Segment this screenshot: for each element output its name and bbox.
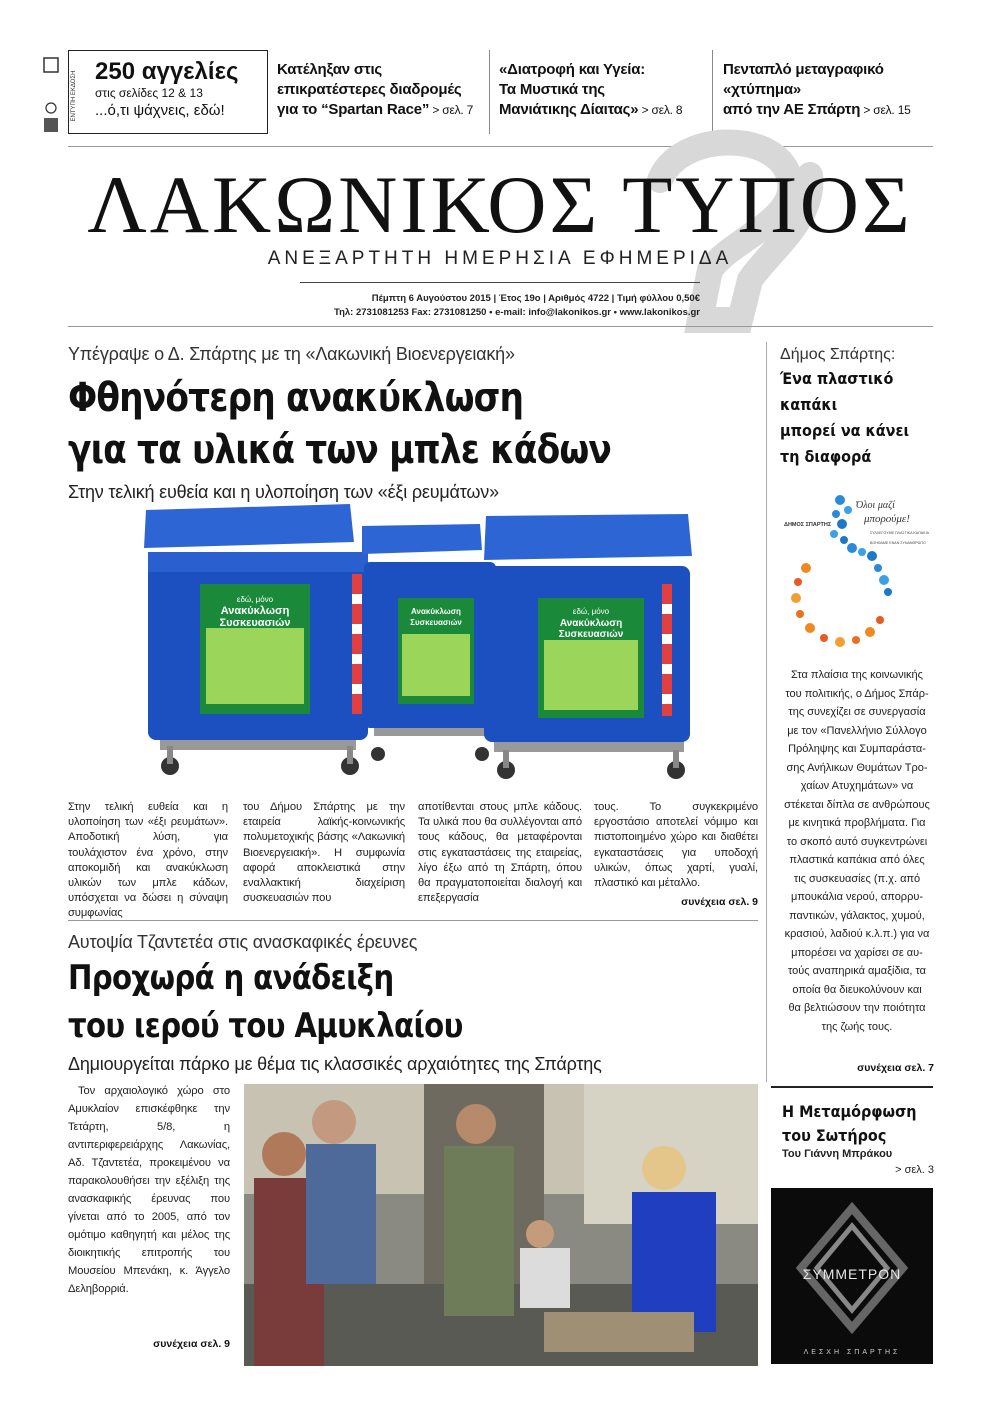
sidebar-divider — [766, 342, 767, 1082]
teaser-line: Πενταπλό μεταγραφικό — [723, 61, 884, 78]
lead-headline-line: για τα υλικά των μπλε κάδων — [68, 427, 611, 473]
teaser-page-ref: > σελ. 8 — [638, 103, 683, 117]
bin-right-icon — [484, 514, 692, 779]
sidebar-body-line: Πρόληψης και Συμπαράστα- — [788, 743, 926, 755]
story-divider — [68, 920, 758, 921]
lead-column-4: τους. Το συγκεκριμένο εργοστάσιο αποτελεί νόμιμο και πιστοποιημένο χώρο και διαθέτει εγκαταστάσεις για υποδοχή υλικών, όπως χαρτί, γυαλί, πλαστικό και μέταλλο. — [594, 801, 758, 890]
issue-info: Πέμπτη 6 Αυγούστου 2015 | Έτος 19ο | Αριθμός 4722 | Τιμή φύλλου 0,50€ — [371, 293, 700, 304]
second-deck: Δημιουργείται πάρκο με θέμα τις κλασσικές αρχαιότητες της Σπάρτης — [68, 1054, 602, 1074]
sidebar-continued-link[interactable]: συνέχεια σελ. 7 — [857, 1062, 934, 1074]
symmetron-diamond-icon — [771, 1188, 933, 1364]
teaser-line: από την ΑΕ Σπάρτη — [723, 101, 861, 118]
sidebar-feature-author: Του Γιάννη Μπράκου — [782, 1148, 893, 1160]
sidebar-body-line: με κινητικά προβλήματα. Για — [788, 817, 926, 829]
sidebar-body-line: παντικών, γάλακτος, χυμού, — [789, 909, 925, 922]
second-headline[interactable] — [68, 954, 463, 1050]
sidebar-body — [778, 666, 936, 1036]
svg-text:Ανακύκλωση: Ανακύκλωση — [559, 618, 623, 629]
teaser-line: «Διατροφή και Υγεία: — [499, 61, 646, 78]
sidebar-body-line: της συνεχίζει σε συνεργασία — [788, 706, 926, 718]
sidebar-body-line: χαίων Ατυχημάτων» να — [800, 780, 914, 792]
svg-text:εδώ, μόνο: εδώ, μόνο — [572, 607, 610, 616]
svg-text:Συσκευασιών: Συσκευασιών — [219, 617, 291, 629]
svg-text:ΕΝΤΥΠΗ ΕΚΔΟΣΗ: ΕΝΤΥΠΗ ΕΚΔΟΣΗ — [71, 70, 77, 122]
svg-text:Ανακύκλωση: Ανακύκλωση — [411, 607, 461, 616]
sidebar-headline-line: καπάκι — [780, 395, 838, 414]
plastic-caps-campaign-graphic — [778, 488, 938, 668]
sidebar-feature-title-line: Η Μεταμόρφωση — [782, 1102, 917, 1121]
teaser-line: Μανιάτικης Δίαιτας» — [499, 101, 639, 118]
lead-headline-line: Φθηνότερη ανακύκλωση — [68, 375, 524, 421]
svg-text:Ανακύκλωση: Ανακύκλωση — [220, 605, 290, 617]
sidebar-headline-line: Ένα πλαστικό — [780, 369, 894, 388]
classifieds-tagline: ...ό,τι ψάχνεις, εδώ! — [95, 102, 225, 119]
lead-headline[interactable] — [68, 372, 611, 476]
contact-info: Τηλ: 2731081253 Fax: 2731081250 • e-mail: info@lakonikos.gr • www.lakonikos.gr — [334, 307, 700, 318]
classifieds-box[interactable] — [68, 50, 268, 134]
lead-column-3: αποτίθενται στους μπλε κάδους. Τα υλικά που θα συλλέγονται από τους κάδους, θα μεταφέρονται στις εγκαταστάσεις της εταιρείας, λίγο έξω από τη Σπάρτη, όπου θα πραγματοποιείται διαλογή και επεξεργασία — [418, 801, 582, 905]
site-visit-photo[interactable] — [244, 1084, 758, 1366]
sidebar-headline[interactable] — [780, 366, 909, 470]
lead-column-1: Στην τελική ευθεία και η υλοποίηση των «έξι ρευμάτων». Αποδοτική λύση, για τουλάχιστον ένα χρόνο, στην αποκομιδή και ανακύκλωση υλικών των μπλε κάδων, υπόσχεται να δώσει η σύναψη συμφωνίας — [68, 801, 228, 920]
sidebar-body-line: στέκεται δίπλα σε ανθρώπους — [784, 798, 930, 811]
svg-text:μπορούμε!: μπορούμε! — [864, 513, 910, 525]
sidebar-body-line: οποία θα διευκολύνουν και — [792, 983, 922, 996]
sidebar-body-line: τις συσκευασίες (π.χ. από — [793, 872, 921, 885]
lead-kicker: Υπέγραψε ο Δ. Σπάρτης με τη «Λακωνική Βιοενεργειακή» — [68, 344, 515, 364]
classifieds-pages: στις σελίδες 12 & 13 — [95, 86, 203, 100]
sidebar-body-line: σης Ανήλικων Θυμάτων Τρο- — [786, 761, 928, 774]
svg-text:ΣΥΛΛΕΓΟΥΜΕ ΠΛΑΣΤΙΚΑ ΚΑΠΑΚΙΑ: ΣΥΛΛΕΓΟΥΜΕ ΠΛΑΣΤΙΚΑ ΚΑΠΑΚΙΑ — [870, 531, 929, 535]
second-body: Τον αρχαιολογικό χώρο στο Αμυκλαίον επισκέφθηκε την Τετάρτη, 5/8, η αντιπεριφερειάρχης Λακωνίας, Αδ. Τζαντετέα, προκειμένου να παρακολουθήσει την εξέλιξη της ανασκαφικής έρευνας που γίνεται από το 2005, από τον ομότιμο καθηγητή και μέλος της διοικητικής επιτροπής του Μουσείου Μπενάκη, κ. Άγγελο Δεληβορριά. — [68, 1085, 230, 1295]
sidebar-headline-line: τη διαφορά — [780, 447, 872, 466]
sidebar-headline-line: μπορεί να κάνει — [780, 421, 910, 440]
sidebar-body-line: με τον «Πανελλήνιο Σύλλογο — [787, 724, 927, 737]
svg-text:ΔΗΜΟΣ ΣΠΑΡΤΗΣ: ΔΗΜΟΣ ΣΠΑΡΤΗΣ — [784, 522, 832, 528]
bin-middle-icon — [362, 524, 496, 761]
svg-text:εδώ, μόνο: εδώ, μόνο — [236, 595, 274, 604]
lead-deck: Στην τελική ευθεία και η υλοποίηση των «έξι ρευμάτων» — [68, 482, 499, 502]
sidebar-body-line: του πολιτικής, ο Δήμος Σπάρ- — [785, 687, 929, 700]
edition-badge-icon — [40, 56, 77, 136]
dateline — [300, 292, 700, 320]
sidebar-body-line: πλαστικά καπάκια από όλες — [789, 854, 925, 866]
symmetron-ad[interactable] — [771, 1188, 933, 1364]
teaser-diet[interactable] — [499, 60, 711, 120]
second-kicker: Αυτοψία Τζαντετέα στις ανασκαφικές έρευνες — [68, 932, 418, 952]
sidebar-kicker: Δήμος Σπάρτης: — [780, 346, 896, 363]
svg-text:Συσκευασιών: Συσκευασιών — [558, 629, 624, 640]
edition-strip — [40, 56, 77, 136]
sidebar-body-line: μπορέσει να χαρίσει σε αυ- — [791, 946, 923, 959]
svg-text:Όλοι μαζί: Όλοι μαζί — [856, 500, 895, 511]
sidebar-body-line: το σκοπό αυτό συγκεντρώνει — [786, 835, 928, 848]
svg-text:ΣΥΜΜΕΤΡΟΝ: ΣΥΜΜΕΤΡΟΝ — [802, 1266, 902, 1282]
svg-text:ΛΕΣΧΗ ΣΠΑΡΤΗΣ: ΛΕΣΧΗ ΣΠΑΡΤΗΣ — [803, 1349, 901, 1356]
sidebar-body-line: θα βελτιώσουν την ποιότητα — [788, 1002, 926, 1014]
classifieds-count: 250 αγγελίες — [95, 58, 239, 85]
sidebar-feature-page-ref[interactable]: > σελ. 3 — [895, 1164, 934, 1176]
teaser-transfers[interactable] — [723, 60, 943, 120]
teaser-page-ref: > σελ. 15 — [860, 103, 911, 117]
second-headline-line: Προχωρά η ανάδειξη — [68, 958, 394, 998]
teaser-line: Κατέληξαν στις — [277, 61, 383, 78]
svg-text:ΒΟΗΘΑΜΕ ΕΝΑΝ ΣΥΝΑΝΘΡΩΠΟ: ΒΟΗΘΑΜΕ ΕΝΑΝ ΣΥΝΑΝΘΡΩΠΟ — [870, 541, 926, 545]
teaser-line: για το “Spartan Race” — [277, 101, 430, 118]
sidebar-body-line: τούς αναπηρικά αμαξίδια, τα — [787, 965, 927, 977]
bin-left-icon — [144, 504, 368, 775]
lead-continued-link[interactable]: συνέχεια σελ. 9 — [681, 896, 758, 908]
recycling-bins-photo[interactable] — [140, 504, 700, 794]
sidebar-body-line: Στα πλαίσια της κοινωνικής — [791, 669, 923, 681]
teaser-line: «χτύπημα» — [723, 81, 801, 98]
second-headline-line: του ιερού του Αμυκλαίου — [68, 1006, 463, 1046]
masthead-title: ΛΑΚΩΝΙΚΟΣ ΤΥΠΟΣ — [87, 159, 913, 250]
masthead-bottom-rule — [68, 326, 933, 327]
sidebar-body-line: της ζωής τους. — [821, 1020, 893, 1033]
svg-text:Συσκευασιών: Συσκευασιών — [410, 618, 462, 627]
teaser-line: Τα Μυστικά της — [499, 81, 605, 98]
second-continued-link[interactable]: συνέχεια σελ. 9 — [153, 1338, 230, 1350]
sidebar-feature-title-line: του Σωτήρος — [782, 1126, 887, 1145]
lead-column-2: του Δήμου Σπάρτης με την εταιρεία λαϊκής-κοινωνικής πολυμετοχικής βάσης «Λακωνική Βιοενεργειακή». Η συμφωνία αφορά αποκλειστικά στην εναλλακτική διαχείριση συσκευασιών που — [243, 801, 405, 905]
masthead-subtitle: ΑΝΕΞΑΡΤΗΤΗ ΗΜΕΡΗΣΙΑ ΕΦΗΜΕΡΙΔΑ — [267, 248, 733, 269]
teaser-divider — [489, 50, 490, 134]
sidebar-body-line: κρασιού, λαδιού κ.λ.π.) για να — [784, 928, 930, 940]
sidebar-body-line: μπουκάλια νερού, απορρυ- — [791, 891, 923, 903]
teaser-spartan-race[interactable] — [277, 60, 487, 120]
masthead-rule — [300, 282, 700, 283]
teaser-line: επικρατέστερες διαδρομές — [277, 81, 462, 98]
sidebar-feature-rule — [771, 1086, 933, 1088]
sidebar-feature-title[interactable] — [782, 1100, 917, 1148]
teaser-page-ref: > σελ. 7 — [429, 103, 474, 117]
